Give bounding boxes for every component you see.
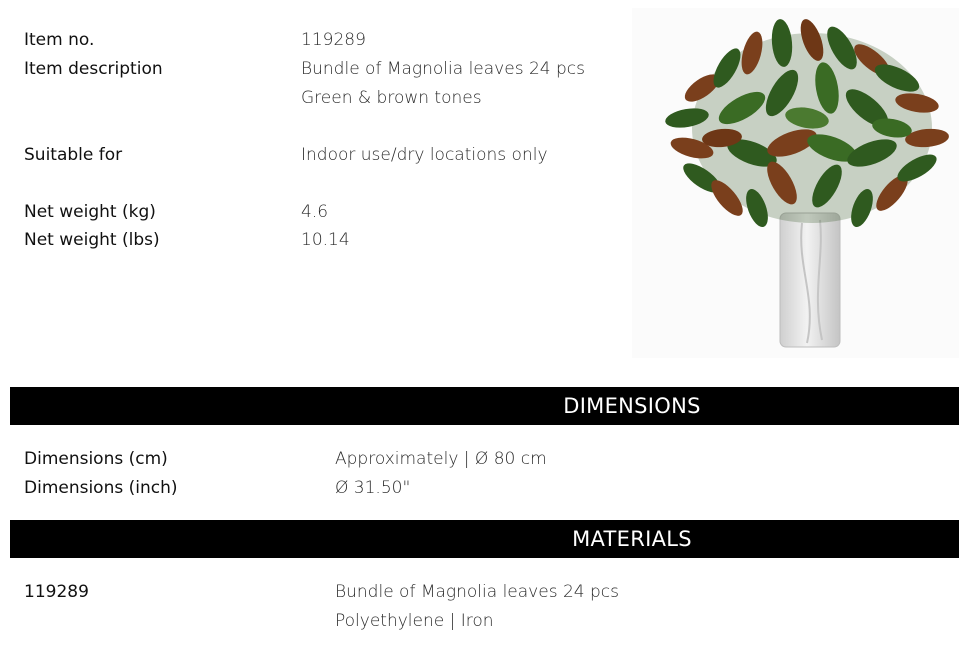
materials-line2: Polyethylene | Iron: [335, 611, 494, 631]
net-weight-kg-value: 4.6: [301, 202, 329, 222]
dimensions-inch-value: Ø 31.50": [335, 478, 411, 498]
materials-item-code: 119289: [24, 582, 89, 602]
item-no-value: 119289: [301, 30, 366, 50]
materials-line1: Bundle of Magnolia leaves 24 pcs: [335, 582, 619, 602]
net-weight-lbs-value: 10.14: [301, 230, 350, 250]
materials-section-header: [10, 520, 959, 558]
item-description-label: Item description: [24, 59, 163, 79]
net-weight-kg-label: Net weight (kg): [24, 202, 156, 222]
materials-header-title: MATERIALS: [572, 527, 692, 551]
magnolia-bundle-in-vase-image: [632, 8, 959, 358]
dimensions-inch-label: Dimensions (inch): [24, 478, 178, 498]
dimensions-header-title: DIMENSIONS: [563, 394, 701, 418]
dimensions-cm-value: Approximately | Ø 80 cm: [335, 449, 547, 469]
net-weight-lbs-label: Net weight (lbs): [24, 230, 160, 250]
product-image: [632, 8, 959, 358]
item-description-line1: Bundle of Magnolia leaves 24 pcs: [301, 59, 585, 79]
item-no-label: Item no.: [24, 30, 95, 50]
dimensions-cm-label: Dimensions (cm): [24, 449, 168, 469]
suitable-for-value: Indoor use/dry locations only: [301, 145, 548, 165]
dimensions-section-header: [10, 387, 959, 425]
suitable-for-label: Suitable for: [24, 145, 123, 165]
item-description-line2: Green & brown tones: [301, 88, 482, 108]
